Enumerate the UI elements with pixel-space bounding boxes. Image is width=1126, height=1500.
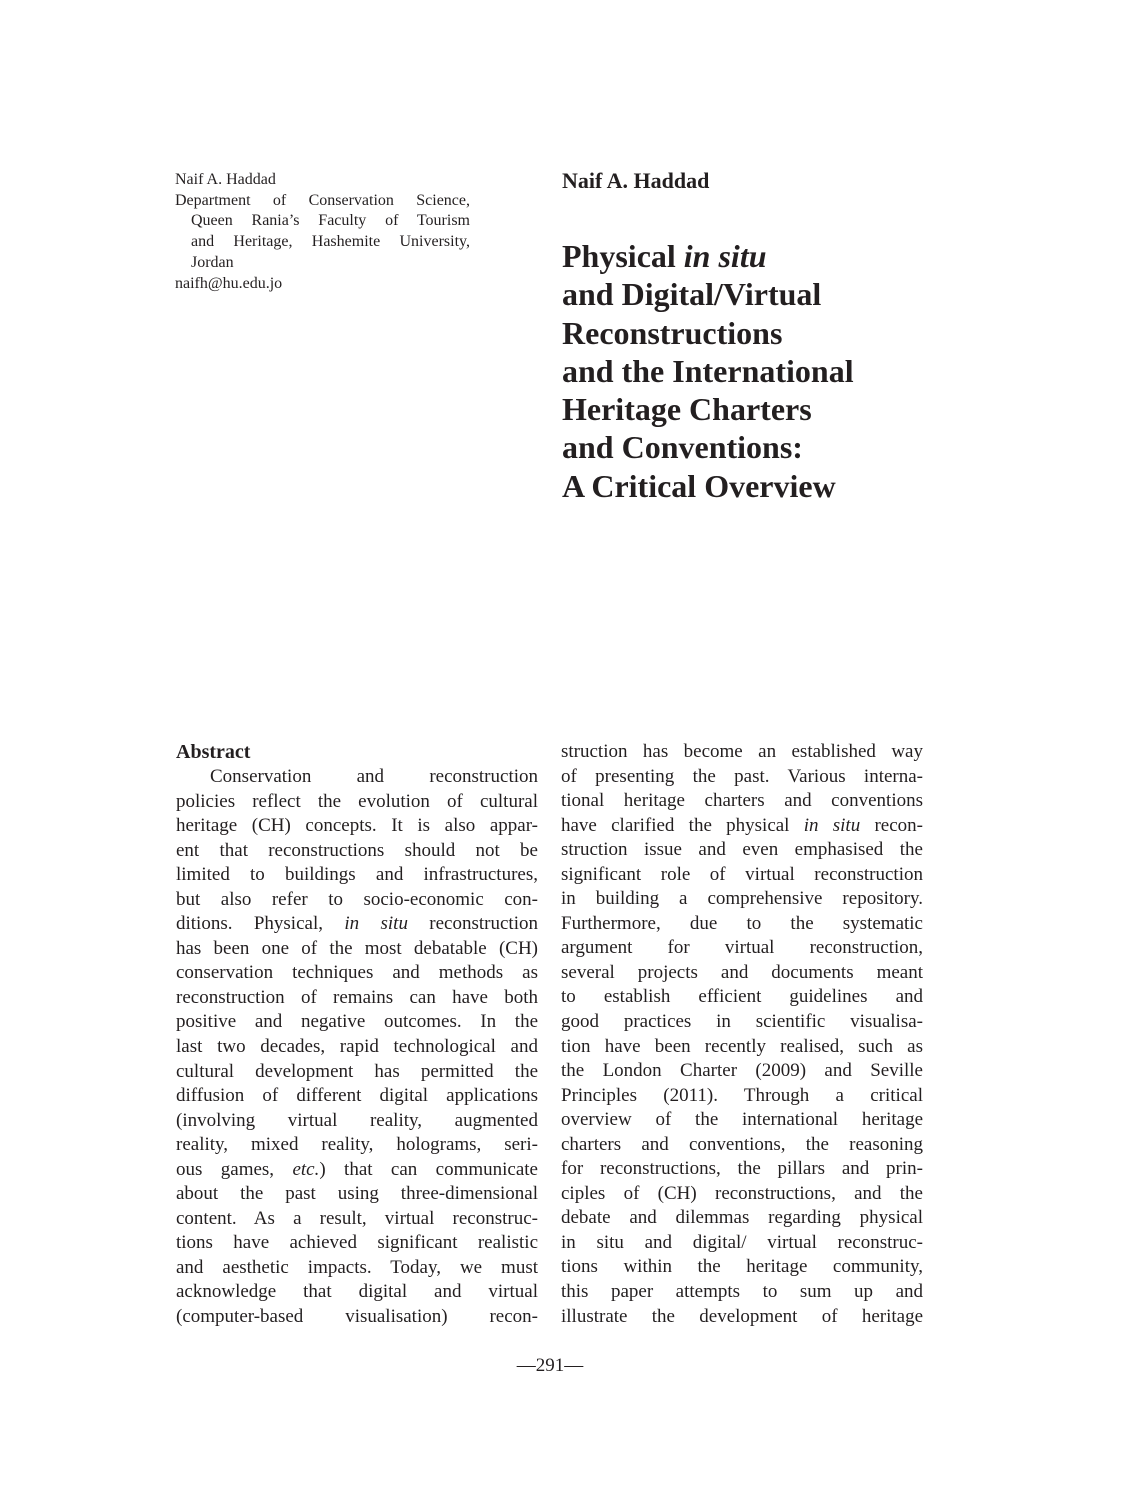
text-segment: of presenting the past. Various interna-: [561, 765, 923, 787]
text-segment: the London Charter (2009) and Seville: [561, 1060, 923, 1082]
text-segment: this paper attempts to sum up and: [561, 1281, 923, 1303]
abstract-line: [176, 1109, 538, 1134]
text-segment: in situ and digital/ virtual reconstruc-: [561, 1231, 923, 1253]
abstract-line: [176, 1010, 538, 1035]
text-segment: tional heritage charters and conventions: [561, 790, 923, 812]
text-segment: charters and conventions, the reasoning: [561, 1133, 923, 1155]
text-segment: ous games,: [176, 1158, 293, 1180]
abstract-line: [561, 912, 923, 937]
text-segment: to establish efficient guidelines and: [561, 986, 923, 1008]
abstract-heading: Abstract: [176, 741, 251, 763]
abstract-right-text: [561, 740, 923, 1329]
italic-segment: etc.: [292, 1158, 320, 1180]
abstract-line: [561, 936, 923, 961]
title-line: [562, 428, 854, 466]
text-segment: debate and dilemmas regarding physical: [561, 1207, 923, 1229]
abstract-line: [176, 839, 538, 864]
abstract-line: [176, 1231, 538, 1256]
text-segment: tions within the heritage community,: [561, 1256, 923, 1278]
abstract-line: [176, 1035, 538, 1060]
text-segment: for reconstructions, the pillars and prin-: [561, 1158, 923, 1180]
text-segment: recon-: [860, 814, 923, 836]
abstract-line: [561, 1059, 923, 1084]
abstract-line: [561, 1231, 923, 1256]
text-segment: ) that can communicate: [319, 1158, 538, 1180]
abstract-line: [561, 1280, 923, 1305]
text-segment: diffusion of different digital applications: [176, 1085, 538, 1107]
text-segment: reconstruction: [407, 913, 538, 935]
abstract-line: [176, 1084, 538, 1109]
text-segment: heritage (CH) concepts. It is also appar-: [176, 815, 538, 837]
abstract-left-text: [176, 765, 538, 1330]
text-segment: reconstruction of remains can have both: [176, 986, 538, 1008]
text-segment: have clarified the physical: [561, 814, 804, 836]
abstract-line: [176, 1280, 538, 1305]
abstract-line: [176, 790, 538, 815]
abstract-line: [561, 863, 923, 888]
paper-title: [562, 237, 854, 505]
abstract-line: [561, 789, 923, 814]
abstract-line: [561, 1010, 923, 1035]
text-segment: argument for virtual reconstruction,: [561, 937, 923, 959]
italic-segment: in situ: [803, 814, 861, 836]
text-segment: ditions. Physical,: [176, 913, 345, 935]
text-segment: Reconstructions: [562, 314, 783, 351]
text-segment: Heritage Charters: [562, 391, 812, 428]
abstract-line: [561, 985, 923, 1010]
abstract-line: [561, 1157, 923, 1182]
text-segment: and the International: [562, 352, 854, 389]
abstract-line: [561, 961, 923, 986]
abstract-line: [176, 1133, 538, 1158]
text-segment: positive and negative outcomes. In the: [176, 1011, 538, 1033]
author-affiliation: [175, 170, 470, 294]
affiliation-author-name: Naif A. Haddad: [175, 171, 276, 188]
abstract-line: [176, 1060, 538, 1085]
abstract-line: [561, 838, 923, 863]
text-segment: A Critical Overview: [562, 467, 836, 504]
abstract-left-column: [176, 740, 538, 1330]
text-segment: and aesthetic impacts. Today, we must: [176, 1256, 538, 1278]
abstract-line: [561, 1133, 923, 1158]
abstract-line: [561, 1035, 923, 1060]
text-segment: significant role of virtual reconstruction: [561, 863, 923, 885]
text-segment: reality, mixed reality, holograms, seri-: [176, 1134, 538, 1156]
abstract-line: [561, 1108, 923, 1133]
text-segment: tions have achieved significant realistic: [176, 1232, 538, 1254]
text-segment: conservation techniques and methods as: [176, 962, 538, 984]
text-segment: policies reflect the evolution of cultural: [176, 790, 538, 812]
abstract-line: [176, 1305, 538, 1330]
text-segment: last two decades, rapid technological and: [176, 1036, 538, 1058]
abstract-line: [176, 863, 538, 888]
abstract-line: [561, 1305, 923, 1330]
title-line: [562, 390, 854, 428]
text-segment: ent that reconstructions should not be: [176, 839, 538, 861]
text-segment: struction has become an established way: [561, 741, 923, 762]
title-line: [562, 467, 854, 505]
text-segment: struction issue and even emphasised the: [561, 839, 923, 861]
text-segment: in building a comprehensive repository.: [561, 888, 923, 910]
text-segment: content. As a result, virtual reconstruc-: [176, 1207, 538, 1229]
abstract-line: [176, 961, 538, 986]
abstract-line: [561, 814, 923, 839]
affiliation-university: and Heritage, Hashemite University,: [191, 233, 470, 251]
abstract-line: [561, 765, 923, 790]
text-segment: but also refer to socio-economic con-: [176, 888, 538, 910]
text-segment: overview of the international heritage: [561, 1109, 923, 1131]
abstract-line: [561, 1206, 923, 1231]
abstract-right-column: [561, 740, 923, 1329]
title-line: [562, 352, 854, 390]
affiliation-faculty: Queen Rania’s Faculty of Tourism: [191, 212, 470, 230]
abstract-line: [561, 1182, 923, 1207]
abstract-line: [561, 887, 923, 912]
text-segment: cultural development has permitted the: [176, 1060, 538, 1082]
text-segment: limited to buildings and infrastructures,: [176, 864, 538, 886]
text-segment: Furthermore, due to the systematic: [561, 912, 923, 934]
affiliation-department: Department of Conservation Science,: [175, 191, 470, 209]
italic-segment: in situ: [683, 238, 767, 274]
abstract-line: [176, 1207, 538, 1232]
text-segment: illustrate the development of heritage: [561, 1305, 923, 1327]
abstract-line: [176, 912, 538, 937]
abstract-line: [176, 888, 538, 913]
text-segment: good practices in scientific visualisa-: [561, 1011, 923, 1033]
text-segment: ciples of (CH) reconstructions, and the: [561, 1182, 923, 1204]
abstract-line: [176, 1256, 538, 1281]
page-number: —291—: [516, 1355, 584, 1376]
text-segment: Conservation and reconstruction: [210, 766, 538, 787]
text-segment: (computer-based visualisation) recon-: [176, 1306, 538, 1328]
text-segment: (involving virtual reality, augmented: [176, 1109, 538, 1131]
abstract-line: [176, 765, 538, 790]
abstract-line: [561, 1255, 923, 1280]
text-segment: acknowledge that digital and virtual: [176, 1281, 538, 1303]
title-line: [562, 314, 854, 352]
text-segment: about the past using three-dimensional: [176, 1183, 538, 1205]
text-segment: several projects and documents meant: [561, 961, 923, 983]
title-line: [562, 237, 854, 275]
text-segment: tion have been recently realised, such as: [561, 1035, 923, 1057]
text-segment: Physical: [562, 238, 684, 274]
abstract-line: [176, 937, 538, 962]
abstract-line: [176, 1158, 538, 1183]
abstract-line: [176, 1182, 538, 1207]
affiliation-country: Jordan: [191, 253, 234, 271]
abstract-line: [176, 986, 538, 1011]
italic-segment: in situ: [344, 913, 408, 935]
abstract-line: [176, 814, 538, 839]
text-segment: and Conventions:: [562, 429, 803, 466]
abstract-line: [561, 1084, 923, 1109]
text-segment: and Digital/Virtual: [562, 276, 822, 313]
author-heading: Naif A. Haddad: [562, 168, 710, 193]
text-segment: has been one of the most debatable (CH): [176, 937, 538, 959]
abstract-line: [561, 740, 923, 765]
author-email: naifh@hu.edu.jo: [175, 274, 283, 292]
text-segment: Principles (2011). Through a critical: [561, 1084, 923, 1106]
title-line: [562, 275, 854, 313]
